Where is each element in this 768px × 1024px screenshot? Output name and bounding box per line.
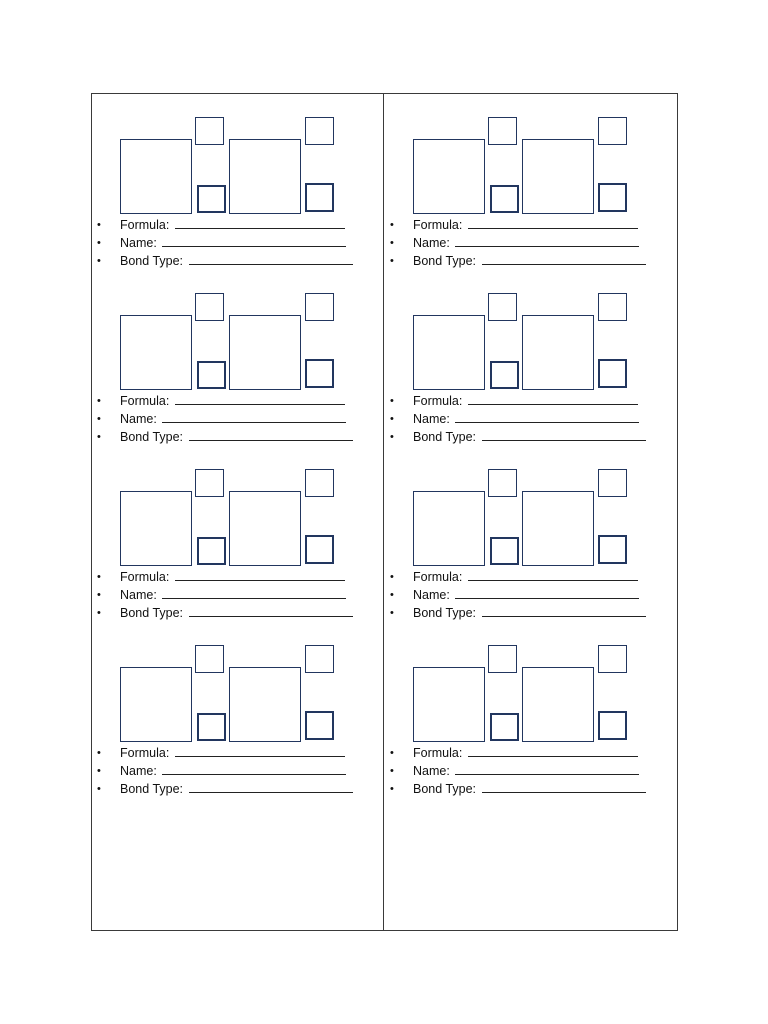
bullet: • — [390, 747, 394, 759]
formula-blank[interactable] — [468, 217, 638, 229]
formula-label: Formula: — [120, 394, 170, 408]
element-box-1 — [413, 315, 485, 390]
bond-type-line — [384, 604, 654, 622]
name-blank[interactable] — [455, 235, 639, 247]
element-box-2 — [229, 491, 301, 566]
bullet: • — [97, 747, 101, 759]
name-line — [384, 762, 654, 780]
bond-type-label: Bond Type: — [413, 430, 477, 444]
bond-type-line — [384, 252, 654, 270]
subscript-box-top-1 — [488, 117, 517, 145]
bond-type-label: Bond Type: — [120, 430, 184, 444]
bond-type-label: Bond Type: — [120, 254, 184, 268]
compound-card — [384, 446, 644, 622]
element-box-2 — [522, 315, 594, 390]
formula-blank[interactable] — [175, 745, 345, 757]
bond-type-line — [91, 252, 361, 270]
formula-label: Formula: — [120, 218, 170, 232]
formula-line — [384, 216, 654, 234]
name-label: Name: — [413, 412, 450, 426]
answer-lines — [91, 568, 361, 622]
bullet: • — [97, 589, 101, 601]
bullet: • — [390, 255, 394, 267]
element-box-1 — [413, 139, 485, 214]
name-blank[interactable] — [455, 763, 639, 775]
element-box-2 — [522, 667, 594, 742]
bullet: • — [97, 765, 101, 777]
bullet: • — [97, 571, 101, 583]
name-blank[interactable] — [162, 763, 346, 775]
compound-card — [91, 94, 351, 270]
subscript-box-bottom-1 — [490, 185, 519, 213]
bullet: • — [390, 783, 394, 795]
bullet: • — [390, 431, 394, 443]
subscript-box-top-1 — [488, 469, 517, 497]
bond-type-line — [91, 780, 361, 798]
subscript-box-top-2 — [305, 117, 334, 145]
bullet: • — [97, 431, 101, 443]
bullet: • — [390, 395, 394, 407]
compound-card — [91, 622, 351, 798]
subscript-box-bottom-2 — [305, 183, 334, 212]
subscript-box-bottom-1 — [490, 713, 519, 741]
subscript-box-bottom-2 — [598, 535, 627, 564]
name-label: Name: — [120, 236, 157, 250]
name-blank[interactable] — [162, 235, 346, 247]
formula-line — [384, 392, 654, 410]
name-line — [91, 586, 361, 604]
answer-lines — [384, 392, 654, 446]
bond-type-label: Bond Type: — [413, 606, 477, 620]
subscript-box-top-1 — [488, 645, 517, 673]
compound-card — [384, 270, 644, 446]
bond-type-blank[interactable] — [482, 253, 646, 265]
bullet: • — [97, 783, 101, 795]
answer-lines — [91, 216, 361, 270]
bond-type-blank[interactable] — [189, 253, 353, 265]
name-label: Name: — [120, 588, 157, 602]
answer-lines — [91, 392, 361, 446]
name-label: Name: — [413, 236, 450, 250]
element-box-2 — [229, 315, 301, 390]
bullet: • — [390, 589, 394, 601]
name-blank[interactable] — [455, 411, 639, 423]
bond-type-label: Bond Type: — [120, 782, 184, 796]
subscript-box-top-1 — [488, 293, 517, 321]
formula-blank[interactable] — [468, 569, 638, 581]
subscript-box-bottom-2 — [598, 359, 627, 388]
element-box-1 — [413, 667, 485, 742]
bond-type-line — [91, 428, 361, 446]
formula-line — [91, 744, 361, 762]
formula-line — [91, 216, 361, 234]
name-blank[interactable] — [162, 411, 346, 423]
subscript-box-top-1 — [195, 293, 224, 321]
name-blank[interactable] — [162, 587, 346, 599]
subscript-box-bottom-1 — [197, 537, 226, 565]
element-box-2 — [522, 139, 594, 214]
bullet: • — [97, 237, 101, 249]
bond-type-blank[interactable] — [189, 781, 353, 793]
bond-type-line — [384, 780, 654, 798]
formula-label: Formula: — [413, 570, 463, 584]
subscript-box-bottom-1 — [197, 713, 226, 741]
bullet: • — [390, 571, 394, 583]
bullet: • — [390, 413, 394, 425]
bond-type-blank[interactable] — [482, 781, 646, 793]
bond-type-blank[interactable] — [189, 605, 353, 617]
bond-type-line — [384, 428, 654, 446]
formula-blank[interactable] — [468, 393, 638, 405]
formula-label: Formula: — [413, 394, 463, 408]
bond-type-label: Bond Type: — [120, 606, 184, 620]
element-box-1 — [120, 315, 192, 390]
formula-blank[interactable] — [175, 569, 345, 581]
subscript-box-top-2 — [598, 469, 627, 497]
element-box-2 — [229, 139, 301, 214]
formula-blank[interactable] — [175, 217, 345, 229]
element-box-1 — [120, 139, 192, 214]
name-line — [384, 586, 654, 604]
name-label: Name: — [413, 588, 450, 602]
element-box-2 — [522, 491, 594, 566]
compound-card — [384, 622, 644, 798]
compound-card — [91, 446, 351, 622]
bond-type-label: Bond Type: — [413, 782, 477, 796]
formula-label: Formula: — [120, 746, 170, 760]
name-line — [384, 410, 654, 428]
subscript-box-top-2 — [305, 645, 334, 673]
bullet: • — [97, 607, 101, 619]
subscript-box-bottom-1 — [197, 185, 226, 213]
subscript-box-top-1 — [195, 645, 224, 673]
element-box-1 — [120, 491, 192, 566]
subscript-box-top-2 — [305, 469, 334, 497]
subscript-box-top-2 — [598, 293, 627, 321]
bond-type-line — [91, 604, 361, 622]
bullet: • — [390, 219, 394, 231]
name-line — [91, 410, 361, 428]
bond-type-blank[interactable] — [482, 605, 646, 617]
answer-lines — [384, 744, 654, 798]
bullet: • — [97, 395, 101, 407]
answer-lines — [384, 216, 654, 270]
compound-card — [91, 270, 351, 446]
formula-label: Formula: — [413, 218, 463, 232]
subscript-box-bottom-1 — [197, 361, 226, 389]
name-label: Name: — [413, 764, 450, 778]
bullet: • — [390, 765, 394, 777]
answer-lines — [384, 568, 654, 622]
bond-type-label: Bond Type: — [413, 254, 477, 268]
bullet: • — [97, 255, 101, 267]
subscript-box-top-2 — [305, 293, 334, 321]
name-line — [91, 234, 361, 252]
subscript-box-bottom-2 — [305, 711, 334, 740]
compound-card — [384, 94, 644, 270]
element-box-2 — [229, 667, 301, 742]
formula-blank[interactable] — [175, 393, 345, 405]
formula-label: Formula: — [413, 746, 463, 760]
subscript-box-top-1 — [195, 117, 224, 145]
formula-line — [91, 392, 361, 410]
name-blank[interactable] — [455, 587, 639, 599]
formula-line — [384, 744, 654, 762]
subscript-box-bottom-1 — [490, 537, 519, 565]
subscript-box-bottom-2 — [598, 711, 627, 740]
subscript-box-bottom-2 — [305, 359, 334, 388]
element-box-1 — [120, 667, 192, 742]
subscript-box-bottom-2 — [598, 183, 627, 212]
bullet: • — [390, 237, 394, 249]
subscript-box-bottom-2 — [305, 535, 334, 564]
subscript-box-top-2 — [598, 645, 627, 673]
name-label: Name: — [120, 412, 157, 426]
formula-line — [91, 568, 361, 586]
subscript-box-top-2 — [598, 117, 627, 145]
bond-type-blank[interactable] — [482, 429, 646, 441]
bullet: • — [97, 413, 101, 425]
formula-label: Formula: — [120, 570, 170, 584]
name-line — [91, 762, 361, 780]
formula-blank[interactable] — [468, 745, 638, 757]
name-label: Name: — [120, 764, 157, 778]
answer-lines — [91, 744, 361, 798]
bullet: • — [390, 607, 394, 619]
subscript-box-top-1 — [195, 469, 224, 497]
bond-type-blank[interactable] — [189, 429, 353, 441]
formula-line — [384, 568, 654, 586]
name-line — [384, 234, 654, 252]
bullet: • — [97, 219, 101, 231]
element-box-1 — [413, 491, 485, 566]
subscript-box-bottom-1 — [490, 361, 519, 389]
